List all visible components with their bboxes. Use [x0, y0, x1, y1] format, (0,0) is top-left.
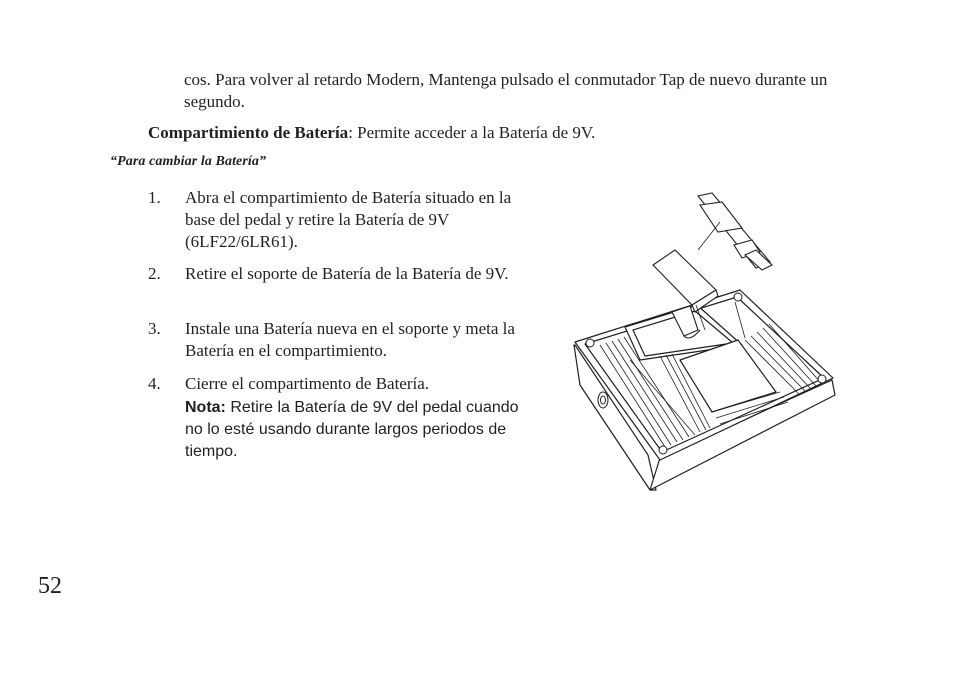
pedal-battery-illustration: [570, 190, 840, 500]
compartment-description: [148, 122, 848, 144]
note-label: Nota:: [185, 399, 226, 416]
page-number: 52: [38, 573, 62, 599]
step-3-text: Instale una Batería nueva en el soporte y meta la Batería en el compartimiento.: [185, 319, 515, 360]
step-4-number: 4.: [148, 374, 161, 393]
step-1-text: Abra el compartimiento de Batería situado en la base del pedal y retire la Batería de 9V (6LF22/6LR61).: [185, 188, 512, 251]
step-3-number: 3.: [148, 319, 161, 338]
step-2-number: 2.: [148, 264, 161, 283]
step-4-text: Cierre el compartimento de Batería.: [185, 374, 430, 393]
compartment-label: Compartimiento de Batería: [148, 123, 349, 142]
step-1-number: 1.: [148, 188, 161, 207]
step-2-text: Retire el soporte de Batería de la Batería de 9V.: [185, 264, 509, 283]
intro-paragraph: cos. Para volver al retardo Modern, Mantenga pulsado el conmutador Tap de nuevo durante un segundo.: [184, 70, 828, 111]
note-text: Retire la Batería de 9V del pedal cuando no lo esté usando durante largos periodos de tiempo.: [185, 399, 519, 460]
note-paragraph: [185, 397, 530, 463]
compartment-text: : Permite acceder a la Batería de 9V.: [348, 123, 596, 142]
section-subheading: “Para cambiar la Batería”: [110, 154, 267, 169]
